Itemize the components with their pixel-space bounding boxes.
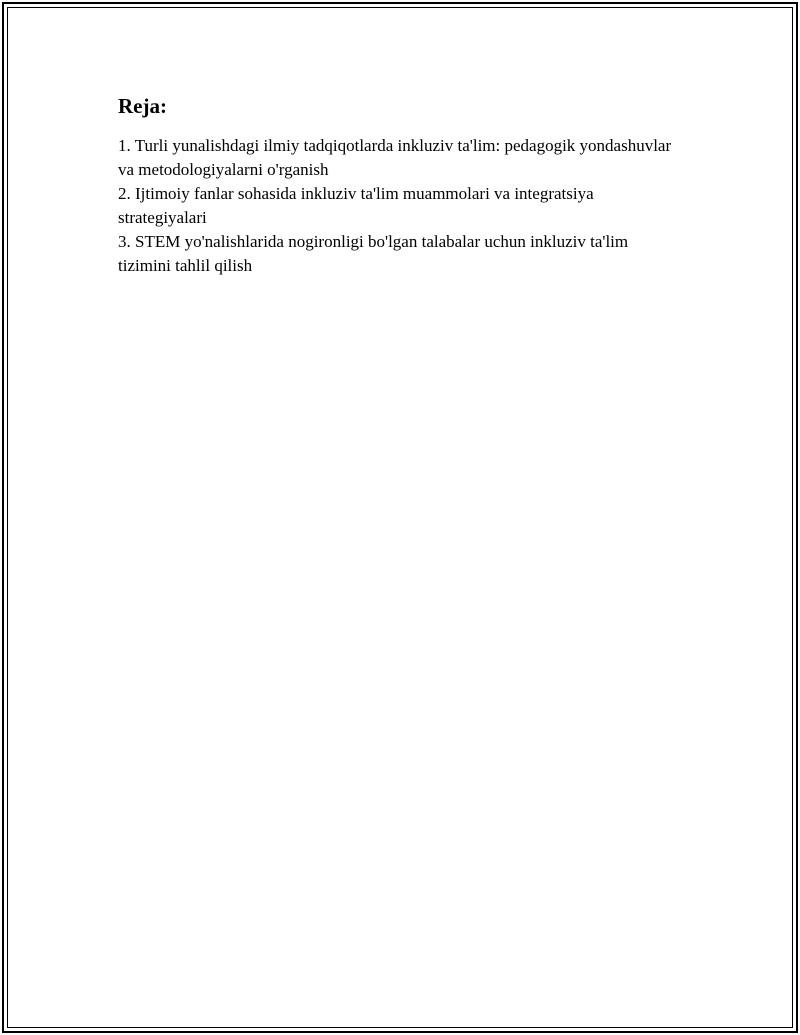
document-content	[118, 92, 678, 278]
plan-item-3: 3. STEM yo'nalishlarida nogironligi bo'lgan talabalar uchun inkluziv ta'lim tizimini tahlil qilish	[118, 232, 629, 275]
plan-list	[118, 134, 678, 278]
plan-item-1: 1. Turli yunalishdagi ilmiy tadqiqotlarda inkluziv ta'lim: pedagogik yondashuvlar va metodologiyalarni o'rganish	[118, 136, 672, 179]
plan-heading: Reja:	[118, 94, 167, 118]
plan-item-2: 2. Ijtimoiy fanlar sohasida inkluziv ta'lim muammolari va integratsiya strategiyalari	[118, 184, 594, 227]
